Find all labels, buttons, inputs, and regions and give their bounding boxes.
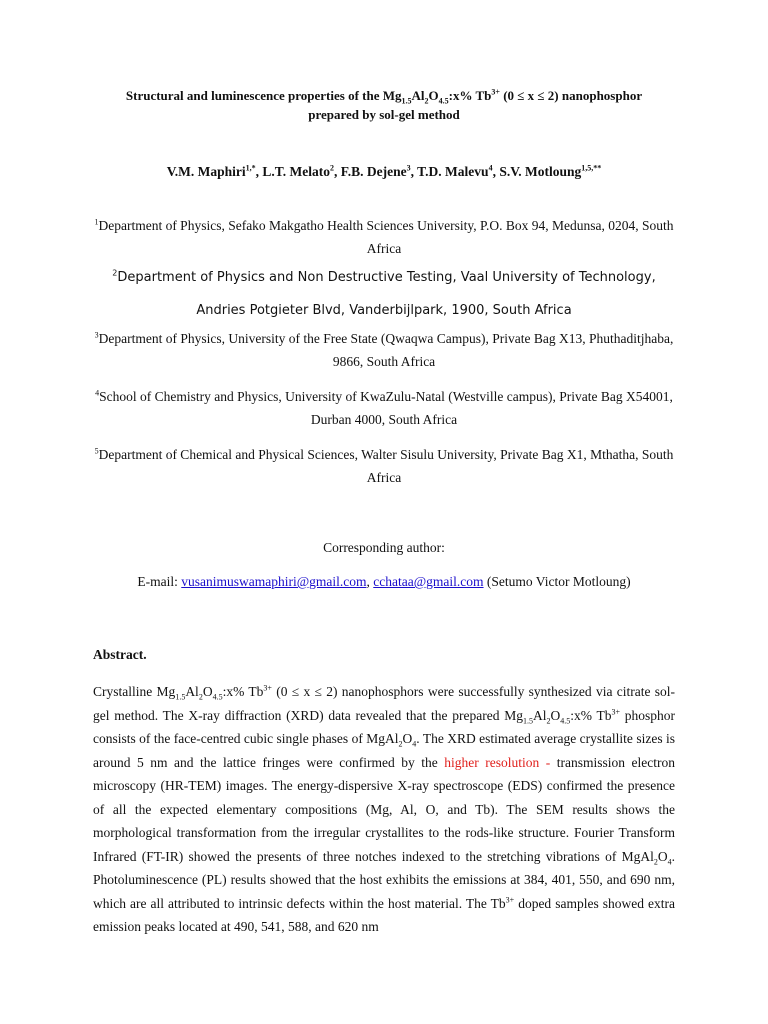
affiliation-number: 5 xyxy=(94,446,99,456)
title-text: Al xyxy=(411,88,425,103)
abstract-text: O xyxy=(202,684,213,699)
affiliation-3 xyxy=(90,327,678,373)
abstract-text: Al xyxy=(185,684,199,699)
abstract-text: . Photoluminescence (PL) results showed that the host exhibits the emissions at 384, 401, 550, and 690 nm, which are all attributed to intrinsic defects within the host material. The Tb xyxy=(93,848,675,911)
title-text: :x% Tb xyxy=(448,88,492,103)
abstract-text: :x% Tb xyxy=(570,707,612,723)
title-subscript: 4.5 xyxy=(438,96,449,106)
title-subscript: 1.5 xyxy=(401,96,412,106)
affiliation-text: Department of Physics, University of the Free State (Qwaqwa Campus), Private Bag X13, Phuthaditjhaba, 9866, South Africa xyxy=(98,331,674,369)
author-affiliation-mark: 2 xyxy=(330,163,335,173)
abstract-subscript: 4 xyxy=(667,857,672,867)
affiliation-number: 4 xyxy=(95,388,100,398)
email-prefix: E-mail: xyxy=(137,574,182,589)
abstract-text: transmission electron microscopy (HR-TEM) images. The energy-dispersive X-ray spectroscope (EDS) confirmed the presence of all the expected elementary compositions (Mg, Al, O, and Tb). The SEM results shows the morphological transformation from the irregular crystallites to the rods-like structure. Fourier Transform Infrared (FT-IR) showed the presents of three notches indexed to the stretching vibrations of MgAl xyxy=(93,754,675,864)
abstract-superscript: 3+ xyxy=(263,683,272,693)
author-affiliation-mark: 1,5,** xyxy=(581,163,602,173)
abstract-subscript: 2 xyxy=(398,739,403,749)
title-text: (0 ≤ x ≤ 2) nanophosphor xyxy=(499,88,643,103)
email-separator: , xyxy=(366,574,374,589)
email-line xyxy=(60,574,708,590)
abstract-text: O xyxy=(657,848,668,864)
affiliation-number: 2 xyxy=(112,268,118,278)
affiliation-text: Department of Physics and Non Destructive Testing, Vaal University of Technology, Andries Potgieter Blvd, Vanderbijlpark, 1900, South Africa xyxy=(117,270,656,318)
title-superscript: 3+ xyxy=(491,87,500,97)
title-line-2: prepared by sol-gel method xyxy=(308,107,460,122)
title-subscript: 2 xyxy=(424,96,429,106)
abstract-subscript: 4.5 xyxy=(560,716,571,726)
abstract-subscript: 4.5 xyxy=(212,692,223,702)
title-text: Structural and luminescence properties of the Mg xyxy=(125,88,402,103)
author-list xyxy=(40,163,728,181)
affiliation-number: 1 xyxy=(94,217,99,227)
abstract-superscript: 3+ xyxy=(505,895,515,904)
abstract-text: phosphor consists of the face-centred cubic single phases of MgAl xyxy=(93,707,676,746)
author-affiliation-mark: 3 xyxy=(406,163,411,173)
affiliation-4 xyxy=(90,385,678,431)
abstract-subscript: 2 xyxy=(546,716,551,726)
abstract-text: (0 ≤ x ≤ 2) nanophosphors were successfully synthesized via citrate sol-gel method. The X-ray diffraction (XRD) data revealed that the prepared Mg xyxy=(93,684,676,723)
highlighted-text: higher resolution - xyxy=(444,754,551,770)
author-name: , L.T. Melato xyxy=(255,164,331,179)
abstract-heading: Abstract. xyxy=(93,647,147,662)
author-name: , F.B. Dejene xyxy=(334,164,407,179)
author-affiliation-mark: 1,* xyxy=(245,163,256,173)
abstract-subscript: 2 xyxy=(198,692,203,702)
affiliation-number: 3 xyxy=(94,330,99,340)
abstract-subscript: 1.5 xyxy=(175,692,186,702)
email-link-1[interactable]: vusanimuswamaphiri@gmail.com xyxy=(181,574,367,589)
abstract-subscript: 4 xyxy=(412,739,417,749)
author-name: , S.V. Motloung xyxy=(492,164,582,179)
email-suffix: (Setumo Victor Motloung) xyxy=(483,574,631,589)
abstract-body xyxy=(93,680,675,939)
affiliation-text: Department of Chemical and Physical Sciences, Walter Sisulu University, Private Bag X1, Mthatha, South Africa xyxy=(98,447,674,485)
abstract-text: O xyxy=(550,707,561,723)
author-name: V.M. Maphiri xyxy=(166,164,246,179)
abstract-text: . The XRD estimated average crystallite sizes is around 5 nm and the lattice fringes were confirmed by the xyxy=(93,731,675,770)
affiliation-1 xyxy=(90,214,678,260)
abstract-subscript: 2 xyxy=(653,857,658,867)
abstract-text: Crystalline Mg xyxy=(93,684,176,699)
email-link-2[interactable]: cchataa@gmail.com xyxy=(373,574,484,589)
author-affiliation-mark: 4 xyxy=(488,163,493,173)
abstract-text: O xyxy=(402,731,413,746)
affiliation-2 xyxy=(90,261,678,327)
abstract-subscript: 1.5 xyxy=(522,716,533,726)
abstract-superscript: 3+ xyxy=(611,707,620,716)
abstract-text: Al xyxy=(532,707,547,723)
affiliation-5 xyxy=(90,443,678,489)
abstract-text: :x% Tb xyxy=(222,684,264,699)
corresponding-author-label: Corresponding author: xyxy=(323,540,445,555)
abstract-text: doped samples showed extra emission peaks located at 490, 541, 588, and 620 nm xyxy=(93,895,675,934)
author-name: , T.D. Malevu xyxy=(410,164,489,179)
affiliation-text: Department of Physics, Sefako Makgatho Health Sciences University, P.O. Box 94, Medunsa, 0204, South Africa xyxy=(98,218,674,256)
paper-title xyxy=(80,86,688,124)
affiliation-text: School of Chemistry and Physics, University of KwaZulu-Natal (Westville campus), Private Bag X54001, Durban 4000, South Africa xyxy=(99,389,673,427)
title-text: O xyxy=(428,88,439,103)
